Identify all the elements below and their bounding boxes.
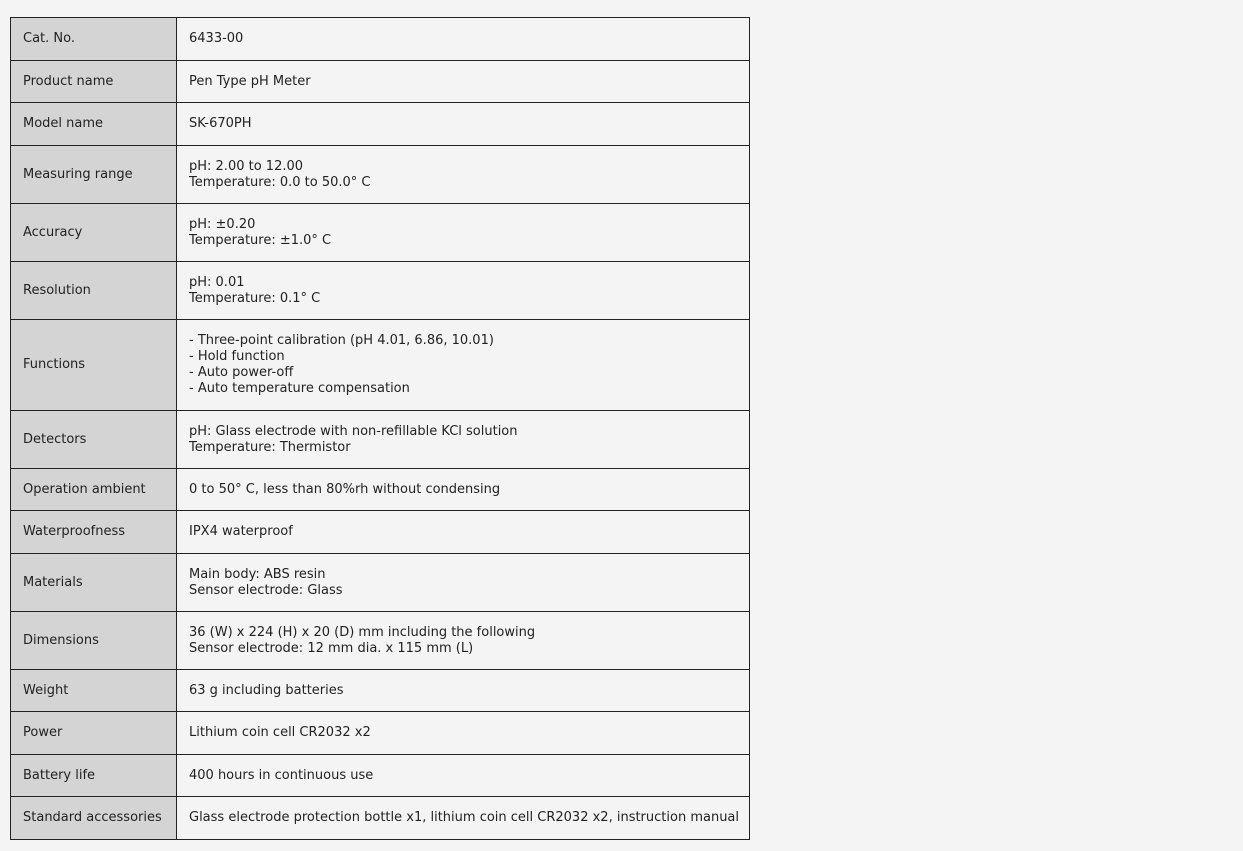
spec-label: Weight	[11, 670, 177, 712]
spec-row-functions	[11, 320, 750, 411]
spec-label: Detectors	[11, 411, 177, 469]
spec-value	[177, 670, 750, 712]
spec-value-line: - Three-point calibration (pH 4.01, 6.86, 10.01)	[189, 333, 494, 348]
spec-value	[177, 18, 750, 61]
spec-label: Materials	[11, 554, 177, 612]
spec-value-line: 400 hours in continuous use	[189, 767, 374, 783]
spec-value	[177, 146, 750, 204]
spec-value-line: Temperature: 0.1° C	[189, 290, 321, 306]
spec-value-line: Sensor electrode: 12 mm dia. x 115 mm (L)	[189, 640, 474, 656]
spec-value-line: pH: Glass electrode with non-refillable KCl solution	[189, 423, 518, 439]
spec-row-model-name	[11, 103, 750, 146]
spec-row-cat-no	[11, 18, 750, 61]
spec-value-line: Pen Type pH Meter	[189, 73, 311, 89]
spec-value	[177, 511, 750, 554]
spec-row-resolution	[11, 262, 750, 320]
spec-value	[177, 612, 750, 670]
spec-row-measuring-range	[11, 146, 750, 204]
spec-label: Cat. No.	[11, 18, 177, 61]
spec-value	[177, 469, 750, 511]
spec-value-line: pH: 2.00 to 12.00	[189, 158, 304, 174]
spec-value-line: - Auto temperature compensation	[189, 381, 410, 396]
spec-value-line: Temperature: ±1.0° C	[189, 232, 332, 248]
spec-value-line: - Auto power-off	[189, 365, 294, 380]
spec-row-materials	[11, 554, 750, 612]
spec-value-line: 6433-00	[189, 31, 244, 46]
spec-table-body	[11, 18, 750, 840]
spec-row-operation-ambient	[11, 469, 750, 511]
spec-value-line: SK-670PH	[189, 116, 252, 131]
spec-value-line: 36 (W) x 224 (H) x 20 (D) mm including the following	[189, 624, 536, 640]
spec-value-line: Temperature: 0.0 to 50.0° C	[189, 174, 371, 190]
spec-value-line: Glass electrode protection bottle x1, lithium coin cell CR2032 x2, instruction manual	[189, 810, 740, 825]
spec-value	[177, 262, 750, 320]
spec-value-line: pH: ±0.20	[189, 216, 256, 232]
spec-value	[177, 755, 750, 797]
spec-label: Accuracy	[11, 204, 177, 262]
spec-value-line: Main body: ABS resin	[189, 566, 326, 582]
spec-value-line: 63 g including batteries	[189, 682, 344, 698]
spec-value	[177, 61, 750, 103]
spec-label: Battery life	[11, 755, 177, 797]
spec-label: Product name	[11, 61, 177, 103]
spec-row-power	[11, 712, 750, 755]
spec-row-waterproofness	[11, 511, 750, 554]
spec-value-line: IPX4 waterproof	[189, 524, 293, 539]
spec-value-line: - Hold function	[189, 349, 285, 364]
spec-label: Measuring range	[11, 146, 177, 204]
spec-label: Functions	[11, 320, 177, 411]
spec-value	[177, 204, 750, 262]
spec-row-accuracy	[11, 204, 750, 262]
spec-value-line: 0 to 50° C, less than 80%rh without condensing	[189, 481, 501, 497]
spec-value	[177, 554, 750, 612]
spec-label: Operation ambient	[11, 469, 177, 511]
spec-value	[177, 712, 750, 755]
spec-label: Waterproofness	[11, 511, 177, 554]
spec-label: Resolution	[11, 262, 177, 320]
spec-value-line: Sensor electrode: Glass	[189, 582, 343, 598]
spec-label: Standard accessories	[11, 797, 177, 840]
spec-value	[177, 411, 750, 469]
spec-value-line: Temperature: Thermistor	[189, 439, 351, 455]
spec-value	[177, 103, 750, 146]
spec-value	[177, 320, 750, 411]
spec-value-line: pH: 0.01	[189, 274, 245, 290]
spec-row-detectors	[11, 411, 750, 469]
spec-value-line: Lithium coin cell CR2032 x2	[189, 725, 371, 740]
spec-table	[10, 17, 750, 840]
spec-row-battery-life	[11, 755, 750, 797]
spec-label: Model name	[11, 103, 177, 146]
spec-label: Dimensions	[11, 612, 177, 670]
spec-value	[177, 797, 750, 840]
spec-row-product-name	[11, 61, 750, 103]
spec-label: Power	[11, 712, 177, 755]
spec-row-dimensions	[11, 612, 750, 670]
spec-row-weight	[11, 670, 750, 712]
spec-row-standard-accessories	[11, 797, 750, 840]
